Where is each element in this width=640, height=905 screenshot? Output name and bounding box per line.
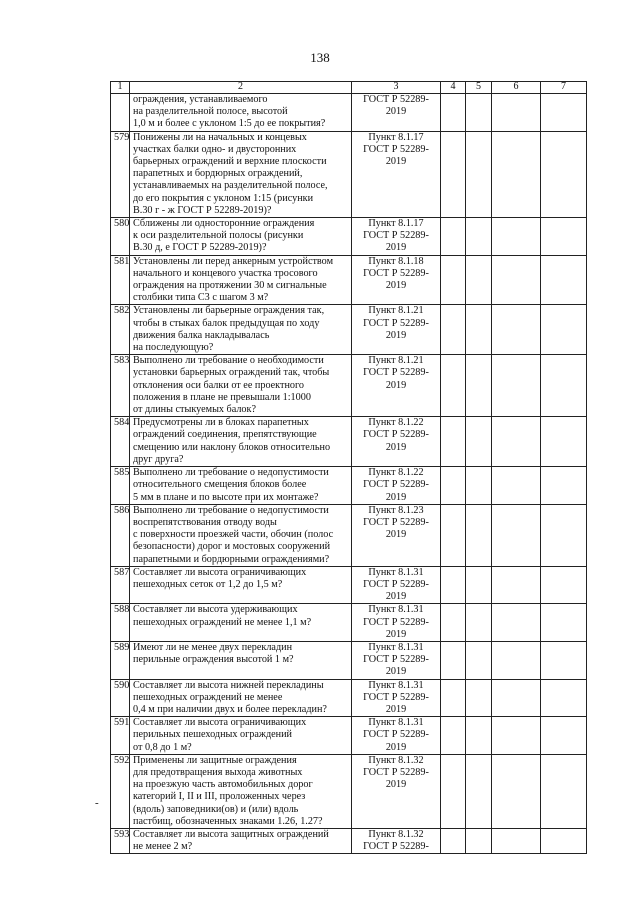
row-reference: Пункт 8.1.17 ГОСТ Р 52289- 2019 (352, 218, 441, 256)
row-reference: Пункт 8.1.31 ГОСТ Р 52289- 2019 (352, 641, 441, 679)
empty-cell (541, 828, 587, 853)
column-header: 4 (441, 82, 466, 94)
column-header: 3 (352, 82, 441, 94)
empty-cell (441, 94, 466, 132)
row-number: 585 (111, 467, 130, 505)
empty-cell (492, 218, 541, 256)
empty-cell (441, 604, 466, 642)
empty-cell (466, 131, 492, 217)
row-question: Имеют ли не менее двух перекладин перильные ограждения высотой 1 м? (130, 641, 352, 679)
table-row (111, 305, 587, 355)
empty-cell (541, 467, 587, 505)
empty-cell (492, 717, 541, 755)
empty-cell (541, 218, 587, 256)
table-row (111, 641, 587, 679)
empty-cell (541, 131, 587, 217)
empty-cell (441, 255, 466, 305)
table-row (111, 566, 587, 604)
row-question: Выполнено ли требование о недопустимости относительного смещения блоков более 5 мм в плане и по высоте при их монтаже? (130, 467, 352, 505)
row-number (111, 94, 130, 132)
table-row (111, 417, 587, 467)
empty-cell (441, 417, 466, 467)
row-question: Установлены ли барьерные ограждения так, чтобы в стыках балок предыдущая по ходу движения балка накладывалась на последующую? (130, 305, 352, 355)
empty-cell (492, 305, 541, 355)
table-row (111, 679, 587, 717)
table-row (111, 504, 587, 566)
row-question: Предусмотрены ли в блоках парапетных ограждений соединения, препятствующие смещению или наклону блоков относительно друг друга? (130, 417, 352, 467)
row-number: 591 (111, 717, 130, 755)
empty-cell (441, 305, 466, 355)
row-reference: Пункт 8.1.32 ГОСТ Р 52289- (352, 828, 441, 853)
empty-cell (466, 94, 492, 132)
empty-cell (492, 504, 541, 566)
row-reference: Пункт 8.1.22 ГОСТ Р 52289- 2019 (352, 417, 441, 467)
row-number: 588 (111, 604, 130, 642)
row-reference: Пункт 8.1.22 ГОСТ Р 52289- 2019 (352, 467, 441, 505)
empty-cell (466, 355, 492, 417)
table-row (111, 218, 587, 256)
empty-cell (441, 828, 466, 853)
row-reference: Пункт 8.1.21 ГОСТ Р 52289- 2019 (352, 305, 441, 355)
empty-cell (492, 754, 541, 828)
margin-mark: - (95, 797, 99, 809)
table-row (111, 604, 587, 642)
empty-cell (492, 679, 541, 717)
empty-cell (466, 417, 492, 467)
empty-cell (466, 828, 492, 853)
row-number: 586 (111, 504, 130, 566)
empty-cell (441, 754, 466, 828)
empty-cell (466, 467, 492, 505)
row-question: ограждения, устанавливаемого на разделительной полосе, высотой 1,0 м и более с уклоном 1:5 до ее покрытия? (130, 94, 352, 132)
empty-cell (492, 355, 541, 417)
row-number: 583 (111, 355, 130, 417)
empty-cell (466, 604, 492, 642)
table-row (111, 94, 587, 132)
empty-cell (466, 754, 492, 828)
row-number: 589 (111, 641, 130, 679)
row-reference: Пункт 8.1.18 ГОСТ Р 52289- 2019 (352, 255, 441, 305)
row-question: Применены ли защитные ограждения для предотвращения выхода животных на проезжую часть автомобильных дорог категорий I, II и III, проложенных через (вдоль) заповедники(ов) и (или) вдоль пастбищ, обозначенных знаками 1.26, 1.27? (130, 754, 352, 828)
empty-cell (441, 679, 466, 717)
table-row (111, 131, 587, 217)
empty-cell (441, 566, 466, 604)
empty-cell (541, 355, 587, 417)
empty-cell (541, 255, 587, 305)
row-question: Составляет ли высота ограничивающих пешеходных сеток от 1,2 до 1,5 м? (130, 566, 352, 604)
column-header: 2 (130, 82, 352, 94)
table-row (111, 255, 587, 305)
empty-cell (492, 467, 541, 505)
row-reference: Пункт 8.1.31 ГОСТ Р 52289- 2019 (352, 679, 441, 717)
row-number: 587 (111, 566, 130, 604)
table-row (111, 828, 587, 853)
row-reference: Пункт 8.1.32 ГОСТ Р 52289- 2019 (352, 754, 441, 828)
empty-cell (541, 566, 587, 604)
row-reference: Пункт 8.1.31 ГОСТ Р 52289- 2019 (352, 604, 441, 642)
column-header: 7 (541, 82, 587, 94)
empty-cell (466, 566, 492, 604)
row-reference: Пункт 8.1.23 ГОСТ Р 52289- 2019 (352, 504, 441, 566)
table-row (111, 355, 587, 417)
row-question: Выполнено ли требование о необходимости установки барьерных ограждений так, чтобы отклонения оси балки от ее проектного положения в плане не превышали 1:1000 от длины стыкуемых балок? (130, 355, 352, 417)
row-question: Сближены ли односторонние ограждения к оси разделительной полосы (рисунки В.30 д, е ГОСТ Р 52289-2019)? (130, 218, 352, 256)
row-question: Установлены ли перед анкерным устройством начального и концевого участка тросового ограждения на протяжении 30 м сигнальные столбики типа С3 с шагом 3 м? (130, 255, 352, 305)
empty-cell (441, 218, 466, 256)
row-question: Составляет ли высота нижней перекладины пешеходных ограждений не менее 0,4 м при наличии двух и более перекладин? (130, 679, 352, 717)
table-row (111, 754, 587, 828)
checklist-table (110, 81, 587, 854)
row-reference: Пункт 8.1.21 ГОСТ Р 52289- 2019 (352, 355, 441, 417)
row-question: Составляет ли высота ограничивающих перильных пешеходных ограждений от 0,8 до 1 м? (130, 717, 352, 755)
empty-cell (466, 641, 492, 679)
column-header: 5 (466, 82, 492, 94)
header-row (111, 82, 587, 94)
empty-cell (541, 305, 587, 355)
empty-cell (492, 828, 541, 853)
column-header: 1 (111, 82, 130, 94)
empty-cell (441, 355, 466, 417)
row-question: Понижены ли на начальных и концевых участках балки одно- и двусторонних барьерных ограждений и верхние плоскости парапетных и бордюрных ограждений, устанавливаемых на разделительной полосе, до его покрытия с уклоном 1:15 (рисунки В.30 г - ж ГОСТ Р 52289-2019)? (130, 131, 352, 217)
empty-cell (541, 717, 587, 755)
empty-cell (541, 417, 587, 467)
empty-cell (492, 566, 541, 604)
empty-cell (466, 305, 492, 355)
row-number: 579 (111, 131, 130, 217)
empty-cell (441, 504, 466, 566)
table-row (111, 717, 587, 755)
empty-cell (466, 504, 492, 566)
row-question: Составляет ли высота удерживающих пешеходных ограждений не менее 1,1 м? (130, 604, 352, 642)
row-number: 580 (111, 218, 130, 256)
empty-cell (492, 131, 541, 217)
row-reference: ГОСТ Р 52289- 2019 (352, 94, 441, 132)
row-number: 592 (111, 754, 130, 828)
row-reference: Пункт 8.1.31 ГОСТ Р 52289- 2019 (352, 717, 441, 755)
column-header: 6 (492, 82, 541, 94)
empty-cell (441, 717, 466, 755)
empty-cell (441, 641, 466, 679)
empty-cell (492, 94, 541, 132)
empty-cell (466, 255, 492, 305)
row-reference: Пункт 8.1.17 ГОСТ Р 52289- 2019 (352, 131, 441, 217)
empty-cell (492, 641, 541, 679)
empty-cell (441, 131, 466, 217)
empty-cell (541, 679, 587, 717)
empty-cell (466, 218, 492, 256)
empty-cell (466, 679, 492, 717)
row-reference: Пункт 8.1.31 ГОСТ Р 52289- 2019 (352, 566, 441, 604)
page-number: 138 (310, 50, 330, 65)
row-number: 584 (111, 417, 130, 467)
row-number: 593 (111, 828, 130, 853)
table-row (111, 467, 587, 505)
empty-cell (541, 504, 587, 566)
empty-cell (492, 417, 541, 467)
row-number: 582 (111, 305, 130, 355)
row-number: 590 (111, 679, 130, 717)
empty-cell (541, 754, 587, 828)
empty-cell (441, 467, 466, 505)
empty-cell (466, 717, 492, 755)
row-question: Составляет ли высота защитных ограждений не менее 2 м? (130, 828, 352, 853)
empty-cell (541, 604, 587, 642)
row-question: Выполнено ли требование о недопустимости воспрепятствования отводу воды с поверхности проезжей части, обочин (полос безопасности) дорог и мостовых сооружений парапетными и бордюрными ограждениями? (130, 504, 352, 566)
empty-cell (541, 641, 587, 679)
row-number: 581 (111, 255, 130, 305)
empty-cell (492, 604, 541, 642)
empty-cell (541, 94, 587, 132)
empty-cell (492, 255, 541, 305)
